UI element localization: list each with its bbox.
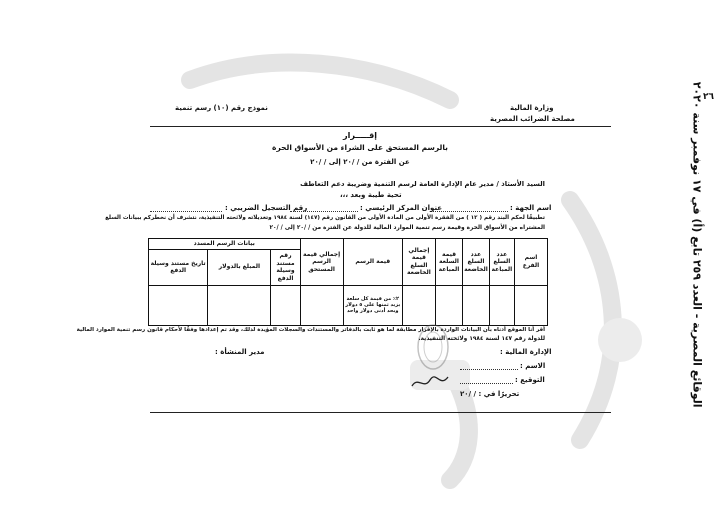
body-line-1: تطبيقًا لحكم البند رقم ( ١٢ ) من الفقرة الأولى من المادة الأولى من القانون رقم (١٤٧) لسنة ١٩٨٤ وتعديلاته ولائحته التنفيذية، نتشرف أن نخطركم ببيانات السلع: [105, 215, 545, 221]
tax-reg-field: [150, 211, 222, 212]
col-value-taxable: إجمالي قيمة السلع الخاضعة: [402, 239, 435, 286]
greeting: تحية طيبة وبعد ،،،: [340, 191, 402, 199]
declaration-line-2: للدولة رقم ١٤٧ لسنة ١٩٨٤ ولائحته التنفيذية.: [418, 336, 545, 342]
title-subject: بالرسم المستحق على الشراء من الأسواق الحرة: [272, 143, 448, 152]
address-label: عنوان المركز الرئيسي :: [360, 204, 443, 212]
cell-goods-sold: [489, 285, 514, 325]
manager-label: مدير المنشأة :: [215, 348, 265, 356]
form-number: نموذج رقم (١٠) رسم تنمية: [175, 104, 268, 112]
col-amount-usd: المبلغ بالدولار: [208, 249, 271, 285]
cell-fee-total: [300, 285, 343, 325]
col-paid-fee-group: بيانات الرسم المسدد: [149, 239, 301, 250]
cell-paid-date: [149, 285, 208, 325]
ministry-label: وزارة المالية: [510, 104, 554, 112]
handwritten-signature-graphic: [410, 372, 450, 392]
col-paid-date: تاريخ مستند وسيلة الدفع: [149, 249, 208, 285]
official-stamp-graphic: [415, 322, 451, 372]
col-fee-total: إجمالي قيمة الرسم المستحق: [300, 239, 343, 286]
cell-branch: [514, 285, 547, 325]
col-value-sold: قيمة السلعة المباعة: [435, 239, 462, 286]
finance-dept-label: الإدارة المالية :: [500, 348, 552, 356]
cell-fee-rate: ٢٪ من قيمة كل سلعة يزيد ثمنها على ٥ دولار وبحد أدنى دولار واحد: [343, 285, 402, 325]
authority-label: مصلحة الضرائب المصرية: [490, 115, 575, 123]
bottom-rule: [150, 412, 611, 413]
signature-label: التوقيع :: [515, 376, 545, 384]
entity-label: اسم الجهة :: [510, 204, 552, 212]
title-declaration: إقـــــرار: [343, 131, 377, 140]
col-goods-sold: عدد السلع المباعة: [489, 239, 514, 286]
addressee: السيد الأستاذ / مدير عام الإدارة العامة لرسم التنمية وضريبة دعم التعاطف: [300, 180, 545, 188]
col-fee-value: قيمة الرسم: [343, 239, 402, 286]
name-field: [460, 369, 518, 370]
col-paid-doc-no: رقم مستند وسيلة الدفع: [271, 249, 300, 285]
name-label: الاسم :: [520, 362, 546, 370]
col-branch-name: اسم الفرع: [514, 239, 547, 286]
tax-reg-label: رقم التسجيل الضريبي :: [225, 204, 308, 212]
cell-value-taxable: [402, 285, 435, 325]
cell-amount-usd: [208, 285, 271, 325]
title-period: عن الفترة من / /٢٠ إلى / /٢٠: [310, 158, 410, 166]
gazette-caption: الوقائع المصرية - العدد ٢٥٩ تابع (أ) في ١٧ نوفمبر سنة ٢٠٢٠: [690, 81, 704, 408]
body-line-2: المشتراه من الأسواق الحرة وقيمة رسم تنمية الموارد المالية للدولة عن الفترة من / /٢٠ إلى / /٢٠: [269, 225, 545, 231]
page-number: ٢٦: [703, 92, 714, 102]
goods-table: [148, 238, 548, 326]
signature-field: [460, 383, 513, 384]
col-goods-taxable: عدد السلع الخاضعة: [463, 239, 490, 286]
cell-goods-taxable: [463, 285, 490, 325]
cell-paid-doc-no: [271, 285, 300, 325]
date-label: تحريرًا في : / /٢٠: [460, 390, 520, 398]
cell-value-sold: [435, 285, 462, 325]
declaration-line-1: أقر أنا الموقع أدناه بأن البيانات الواردة بالإقرار مطابقة لما هو ثابت بالدفاتر والمستندات والسجلات المؤيدة لذلك، وقد تم إعدادها وفقًا لأحكام قانون رسم تنمية الموارد المالية: [76, 327, 545, 333]
top-rule: [150, 126, 611, 127]
